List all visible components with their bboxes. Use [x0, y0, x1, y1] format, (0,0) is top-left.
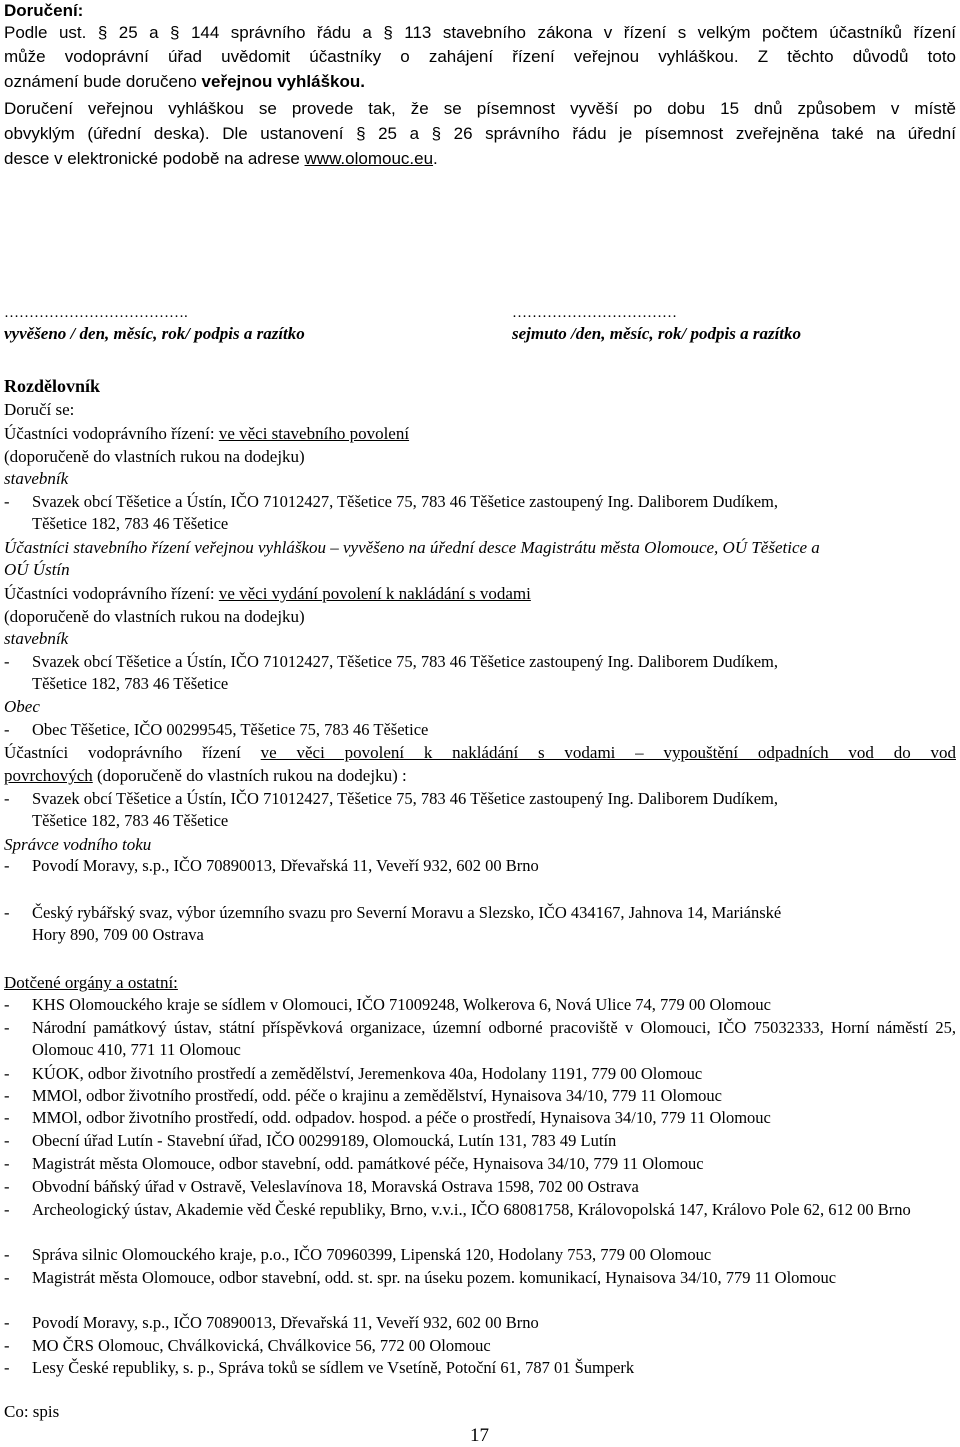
list-item — [4, 1357, 956, 1379]
authority-text: Národní památkový ústav, státní příspěvková organizace, územní odborné pracoviště v Olomouci, IČO 75032333, Horní náměstí 25, Olomouc 410, 771 11 Olomouc — [32, 1018, 956, 1059]
list-dash: - — [4, 1268, 10, 1287]
authority-text: Obecní úřad Lutín - Stavební úřad, IČO 00299189, Olomoucká, Lutín 131, 783 49 Lutín — [32, 1131, 617, 1150]
list-item — [4, 1176, 956, 1198]
removed-dots: …………………………… — [512, 305, 677, 321]
water-permit-matter: ve věci vydání povolení k nakládání s vodami — [218, 584, 531, 603]
building-permit-matter: ve věci stavebního povolení — [218, 424, 410, 443]
delivery-line-3 — [4, 71, 365, 93]
delivery-line-4: Doručení veřejnou vyhláškou se provede tak, že se písemnost vyvěší po dobu 15 dnů způsobem v místě — [4, 99, 956, 118]
participants-water-permit — [4, 583, 531, 605]
delivery-public-notice: veřejnou vyhláškou. — [201, 72, 365, 91]
delivery-line-5-pre: obvyklým (úřední deska). — [4, 124, 223, 143]
authority-text: KHS Olomouckého kraje se sídlem v Olomouci, IČO 71009248, Wolkerova 6, Nová Ulice 74, 779 00 Olomouc — [32, 995, 771, 1014]
list-item: - Český rybářský svaz, výbor územního svazu pro Severní Moravu a Slezsko, IČO 434167, Jahnova 14, Mariánské Hory 890, 709 00 Ostrava — [4, 903, 782, 944]
list-dash: - — [4, 1245, 10, 1264]
list-dash: - — [4, 1336, 10, 1355]
authorities-heading: Dotčené orgány a ostatní: — [4, 973, 178, 992]
posted-label: vyvěšeno / den, měsíc, rok/ podpis a razítko — [4, 324, 305, 343]
delivery-line-2: může vodoprávní úřad uvědomit účastníky o zahájení řízení veřejnou vyhláškou. Z těchto důvodů toto — [4, 47, 956, 66]
authority-text: Lesy České republiky, s. p., Správa toků se sídlem ve Vsetíně, Potoční 61, 787 01 Šumperk — [32, 1358, 635, 1377]
delivery-line-6-pre: desce v elektronické podobě na adrese — [4, 149, 305, 168]
list-dash: - — [4, 1086, 10, 1105]
list-item — [4, 1085, 956, 1107]
authority-text: MMOl, odbor životního prostředí, odd. péče o krajinu a zemědělství, Hynaisova 34/10, 779 11 Olomouc — [32, 1086, 722, 1105]
list-item — [4, 1199, 956, 1221]
authority-text: MMOl, odbor životního prostředí, odd. odpadov. hospod. a péče o prostředí, Hynaisova 34/10, 779 11 Olomouc — [32, 1108, 771, 1127]
participants-building-permit — [4, 423, 409, 445]
participants-label: Účastníci vodoprávního řízení: — [4, 424, 219, 443]
authority-text: Magistrát města Olomouce, odbor stavební, odd. památkové péče, Hynaisova 34/10, 779 11 Olomouc — [32, 1154, 704, 1173]
list-item — [4, 1107, 956, 1129]
list-item — [4, 1153, 956, 1175]
list-dash: - — [4, 1108, 10, 1127]
list-item — [4, 1063, 956, 1085]
participants-discharge — [4, 742, 956, 764]
olomouc-website-link[interactable]: www.olomouc.eu — [304, 149, 434, 168]
copy-note: Co: spis — [4, 1402, 60, 1421]
delivery-line-3-text: oznámení bude doručeno — [4, 72, 202, 91]
delivery-line-5-post: Dle ustanovení § 25 a § 26 správního řádu je písemnost zveřejněna také na úřední — [222, 124, 956, 143]
list-dash: - — [4, 1154, 10, 1173]
delivery-note-3: (doporučeně do vlastních rukou na dodejku) : — [92, 766, 407, 785]
authority-text: Magistrát města Olomouce, odbor stavební, odd. st. spr. na úseku pozem. komunikací, Hynaisova 34/10, 779 11 Olomouc — [32, 1268, 837, 1287]
authority-text: Archeologický ústav, Akademie věd České republiky, Brno, v.v.i., IČO 68081758, Královopolská 147, Královo Pole 62, 612 00 Brno — [32, 1200, 911, 1219]
removed-label: sejmuto /den, měsíc, rok/ podpis a razítko — [512, 324, 802, 343]
list-item: - Svazek obcí Těšetice a Ústín, IČO 71012427, Těšetice 75, 783 46 Těšetice zastoupený Ing. Daliborem Dudíkem, Těšetice 182, 783 46 Těšetice — [4, 492, 778, 533]
list-item — [4, 1267, 956, 1289]
list-dash: - — [4, 1131, 10, 1150]
list-item — [4, 1130, 956, 1152]
builder-label-1: stavebník — [4, 469, 69, 488]
list-dash: - — [4, 995, 10, 1014]
list-item: - Svazek obcí Těšetice a Ústín, IČO 71012427, Těšetice 75, 783 46 Těšetice zastoupený Ing. Daliborem Dudíkem, Těšetice 182, 783 46 Těšetice — [4, 789, 778, 830]
list-item: - Obec Těšetice, IČO 00299545, Těšetice 75, 783 46 Těšetice — [4, 720, 429, 739]
list-dash: - — [4, 1177, 10, 1196]
list-item: - Povodí Moravy, s.p., IČO 70890013, Dřevařská 11, Veveří 932, 602 00 Brno — [4, 856, 539, 875]
delivery-line-5 — [4, 123, 956, 145]
authority-text: Správa silnic Olomouckého kraje, p.o., IČO 70960399, Lipenská 120, Hodolany 753, 779 00 Olomouc — [32, 1245, 712, 1264]
public-notice-participants-2: OÚ Ústín — [4, 560, 70, 579]
list-dash: - — [4, 1313, 10, 1332]
surface-waters: povrchových — [4, 766, 93, 785]
discharge-matter: ve věci povolení k nakládání s vodami – vypouštění odpadních vod do vod — [260, 743, 956, 762]
list-item — [4, 1312, 956, 1334]
delivery-note-1: (doporučeně do vlastních rukou na dodejku) — [4, 447, 305, 466]
river-manager-label: Správce vodního toku — [4, 835, 152, 854]
builder-label-2: stavebník — [4, 629, 69, 648]
list-item — [4, 1244, 956, 1266]
list-dash: - — [4, 1018, 10, 1037]
municipality-label: Obec — [4, 697, 40, 716]
list-item — [4, 1335, 956, 1357]
participants-discharge-2 — [4, 765, 407, 787]
delivery-heading: Doručení: — [4, 1, 84, 20]
distribution-heading: Rozdělovník — [4, 376, 101, 396]
public-notice-participants: Účastníci stavebního řízení veřejnou vyhláškou – vyvěšeno na úřední desce Magistrátu města Olomouce, OÚ Těšetice a — [4, 538, 820, 557]
authority-text: Obvodní báňský úřad v Ostravě, Veleslavínova 18, Moravská Ostrava 1598, 702 00 Ostrava — [32, 1177, 639, 1196]
authority-text: Povodí Moravy, s.p., IČO 70890013, Dřevařská 11, Veveří 932, 602 00 Brno — [32, 1313, 539, 1332]
list-item — [4, 1017, 956, 1061]
list-item — [4, 994, 956, 1016]
list-dash: - — [4, 1200, 10, 1219]
participants-label-3: Účastníci vodoprávního řízení — [4, 743, 261, 762]
authority-text: KÚOK, odbor životního prostředí a zemědělství, Jeremenkova 40a, Hodolany 1191, 779 00 Olomouc — [32, 1064, 703, 1083]
delivery-line-1: Podle ust. § 25 a § 144 správního řádu a § 113 stavebního zákona v řízení s velkým počtem účastníků řízení — [4, 23, 956, 42]
delivery-note-2: (doporučeně do vlastních rukou na dodejku) — [4, 607, 305, 626]
delivery-line-6-post: . — [433, 149, 438, 168]
delivery-line-6 — [4, 148, 438, 170]
posted-dots: ………………………………. — [4, 305, 188, 321]
authority-text: MO ČRS Olomouc, Chválkovická, Chválkovice 56, 772 00 Olomouc — [32, 1336, 491, 1355]
list-dash: - — [4, 1358, 10, 1377]
page-number: 17 — [470, 1425, 489, 1446]
list-dash: - — [4, 1064, 10, 1083]
deliver-to: Doručí se: — [4, 400, 75, 419]
list-item: - Svazek obcí Těšetice a Ústín, IČO 71012427, Těšetice 75, 783 46 Těšetice zastoupený Ing. Daliborem Dudíkem, Těšetice 182, 783 46 Těšetice — [4, 652, 778, 693]
participants-label-2: Účastníci vodoprávního řízení: — [4, 584, 219, 603]
